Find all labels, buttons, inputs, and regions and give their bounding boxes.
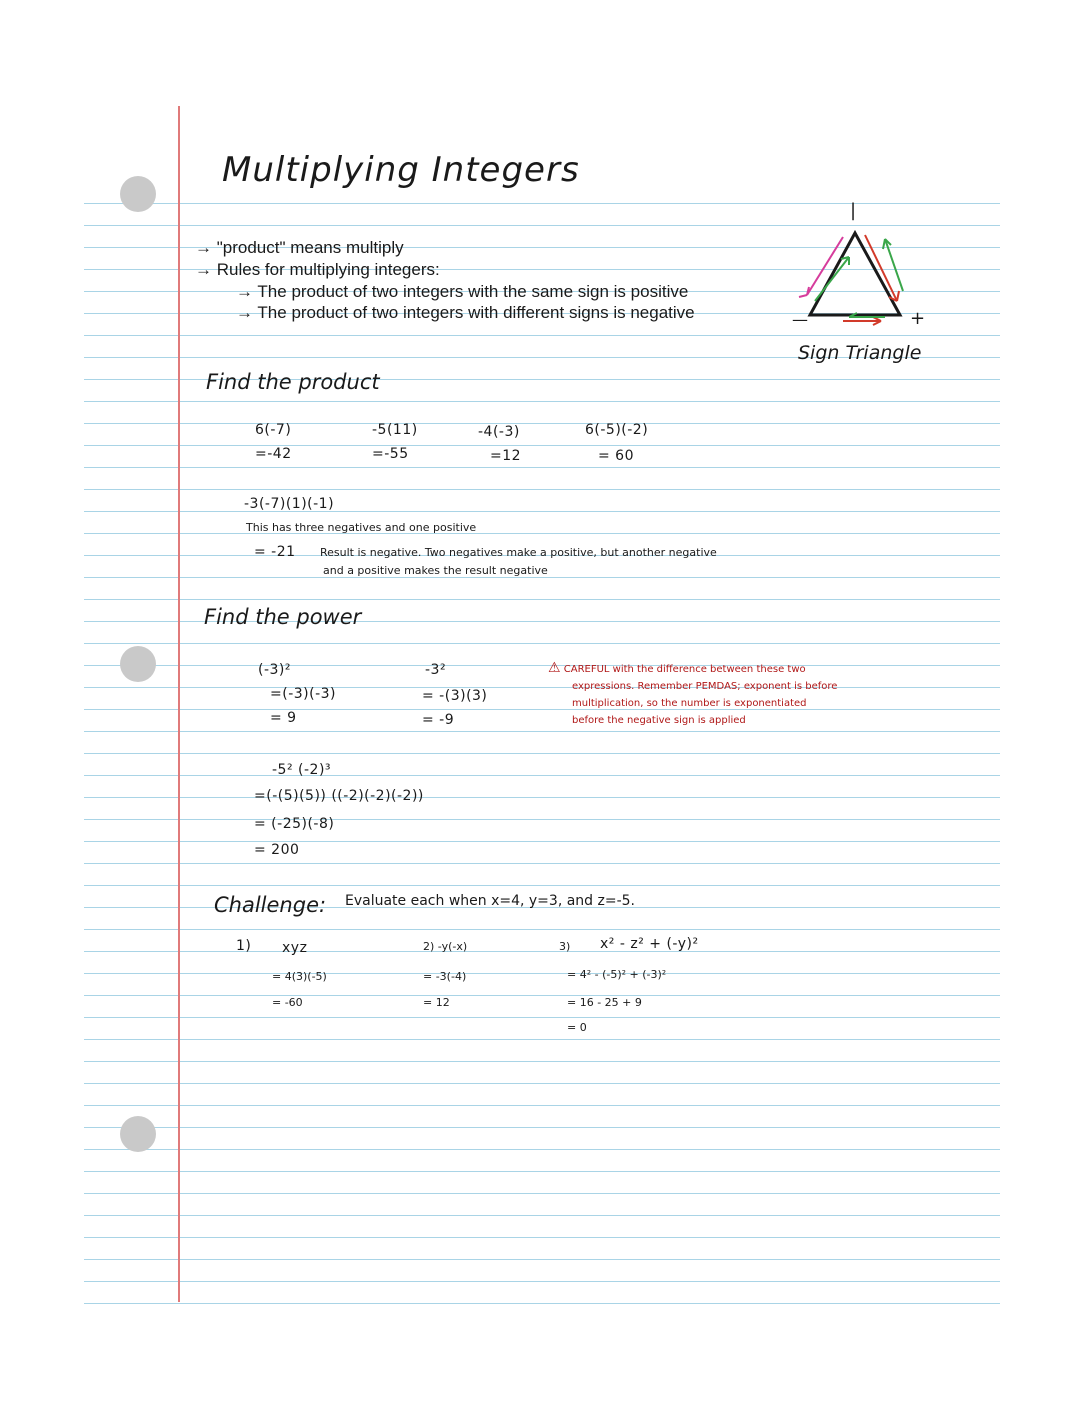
pink-arrowhead: [799, 287, 809, 297]
product-problem-expr: -5(11): [372, 422, 418, 438]
arrow-icon: →: [195, 260, 212, 279]
triangle-top-label: |: [850, 200, 857, 221]
rule-line: [84, 863, 1000, 864]
rule-line: [84, 885, 1000, 886]
long-product-result: = -21: [254, 544, 296, 560]
rule-line: [84, 1303, 1000, 1304]
rule-line: [84, 1083, 1000, 1084]
challenge-3-line: x² - z² + (-y)²: [600, 936, 699, 952]
challenge-2-line: = 12: [423, 996, 450, 1009]
warning-text: expressions. Remember PEMDAS; exponent is before: [572, 681, 838, 692]
careful-warning: [548, 662, 806, 676]
find-product-heading: Find the product: [206, 370, 380, 394]
rule-line: [84, 1017, 1000, 1018]
warning-text: multiplication, so the number is exponentiated: [572, 698, 807, 709]
sub-bullet-text: The product of two integers with the same sign is positive: [257, 282, 689, 301]
rule-line: [84, 1039, 1000, 1040]
product-problem-result: =-42: [255, 446, 292, 462]
rule-line: [84, 1193, 1000, 1194]
power-a-line: =(-3)(-3): [270, 686, 336, 702]
rule-line: [84, 1127, 1000, 1128]
rule-line: [84, 951, 1000, 952]
binder-hole: [120, 176, 156, 212]
rule-line: [84, 709, 1000, 710]
power-b-line: -3²: [425, 662, 447, 678]
rule-line: [84, 489, 1000, 490]
challenge-1-number: 1): [236, 938, 252, 954]
rule-line: [84, 511, 1000, 512]
rule-line: [84, 775, 1000, 776]
product-problem-expr: 6(-5)(-2): [585, 422, 649, 438]
rule-line: [84, 599, 1000, 600]
long-product-explanation: and a positive makes the result negative: [323, 564, 548, 577]
challenge-3-number: 3): [559, 940, 571, 953]
sub-bullet-text: The product of two integers with different signs is negative: [257, 303, 695, 322]
bullet-product-definition: [195, 238, 404, 258]
bullet-rules: [195, 260, 440, 280]
sign-triangle-label: Sign Triangle: [798, 342, 922, 364]
rule-line: [84, 1149, 1000, 1150]
rule-line: [84, 841, 1000, 842]
product-problem-result: =12: [490, 448, 522, 464]
challenge-1-line: = -60: [272, 996, 303, 1009]
power-c-line: -5² (-2)³: [272, 762, 332, 778]
rule-line: [84, 929, 1000, 930]
challenge-instruction: Evaluate each when x=4, y=3, and z=-5.: [345, 893, 636, 909]
triangle-minus-label: —: [792, 310, 808, 329]
rule-line: [84, 203, 1000, 204]
rule-line: [84, 1237, 1000, 1238]
warning-text: before the negative sign is applied: [572, 715, 746, 726]
binder-hole: [120, 1116, 156, 1152]
arrow-icon: →: [195, 238, 212, 257]
rule-line: [84, 687, 1000, 688]
green-arrow: [815, 257, 849, 301]
rule-line: [84, 1259, 1000, 1260]
challenge-1-line: xyz: [282, 940, 308, 956]
triangle-plus-label: +: [910, 308, 926, 329]
power-a-line: (-3)²: [258, 662, 291, 678]
power-c-line: = 200: [254, 842, 300, 858]
rule-line: [84, 467, 1000, 468]
warning-icon: ⚠: [548, 660, 561, 676]
find-power-heading: Find the power: [204, 605, 362, 629]
long-product-expr: -3(-7)(1)(-1): [244, 496, 335, 512]
margin-line: [178, 106, 180, 1302]
challenge-3-line: = 0: [567, 1021, 587, 1034]
rule-line: [84, 753, 1000, 754]
rule-line: [84, 577, 1000, 578]
rule-line: [84, 1105, 1000, 1106]
long-product-note: This has three negatives and one positive: [246, 521, 477, 534]
bullet-text: Rules for multiplying integers:: [216, 260, 440, 279]
power-c-line: = (-25)(-8): [254, 816, 335, 832]
rule-line: [84, 731, 1000, 732]
product-problem-expr: 6(-7): [255, 422, 292, 438]
bullet-text: "product" means multiply: [216, 238, 404, 257]
long-product-explanation: Result is negative. Two negatives make a positive, but another negative: [320, 546, 717, 559]
challenge-3-line: = 4² - (-5)² + (-3)²: [567, 968, 667, 981]
rule-line: [84, 995, 1000, 996]
power-b-line: = -9: [422, 712, 455, 728]
red-arrow: [865, 235, 897, 301]
rule-line: [84, 401, 1000, 402]
arrow-icon: →: [236, 303, 253, 322]
challenge-3-line: = 16 - 25 + 9: [567, 996, 642, 1009]
rule-line: [84, 665, 1000, 666]
challenge-heading: Challenge:: [214, 893, 327, 917]
rule-line: [84, 423, 1000, 424]
rule-line: [84, 1061, 1000, 1062]
power-c-line: =(-(5)(5)) ((-2)(-2)(-2)): [254, 788, 424, 804]
sub-bullet-different-sign: [236, 303, 695, 323]
rule-line: [84, 445, 1000, 446]
page-title: Multiplying Integers: [222, 150, 580, 190]
sub-bullet-same-sign: [236, 282, 688, 302]
arrow-icon: →: [236, 282, 253, 301]
warning-text: CAREFUL with the difference between these two: [563, 664, 806, 675]
rule-line: [84, 1171, 1000, 1172]
challenge-1-line: = 4(3)(-5): [272, 970, 327, 983]
binder-hole: [120, 646, 156, 682]
challenge-2-line: = -3(-4): [423, 970, 467, 983]
rule-line: [84, 533, 1000, 534]
product-problem-result: =-55: [372, 446, 409, 462]
rule-line: [84, 643, 1000, 644]
challenge-2-line: 2) -y(-x): [423, 940, 468, 953]
rule-line: [84, 973, 1000, 974]
product-problem-expr: -4(-3): [478, 424, 520, 440]
rule-line: [84, 819, 1000, 820]
rule-line: [84, 797, 1000, 798]
power-a-line: = 9: [270, 710, 297, 726]
rule-line: [84, 1281, 1000, 1282]
product-problem-result: = 60: [598, 448, 634, 464]
rule-line: [84, 1215, 1000, 1216]
rule-line: [84, 335, 1000, 336]
power-b-line: = -(3)(3): [422, 688, 488, 704]
